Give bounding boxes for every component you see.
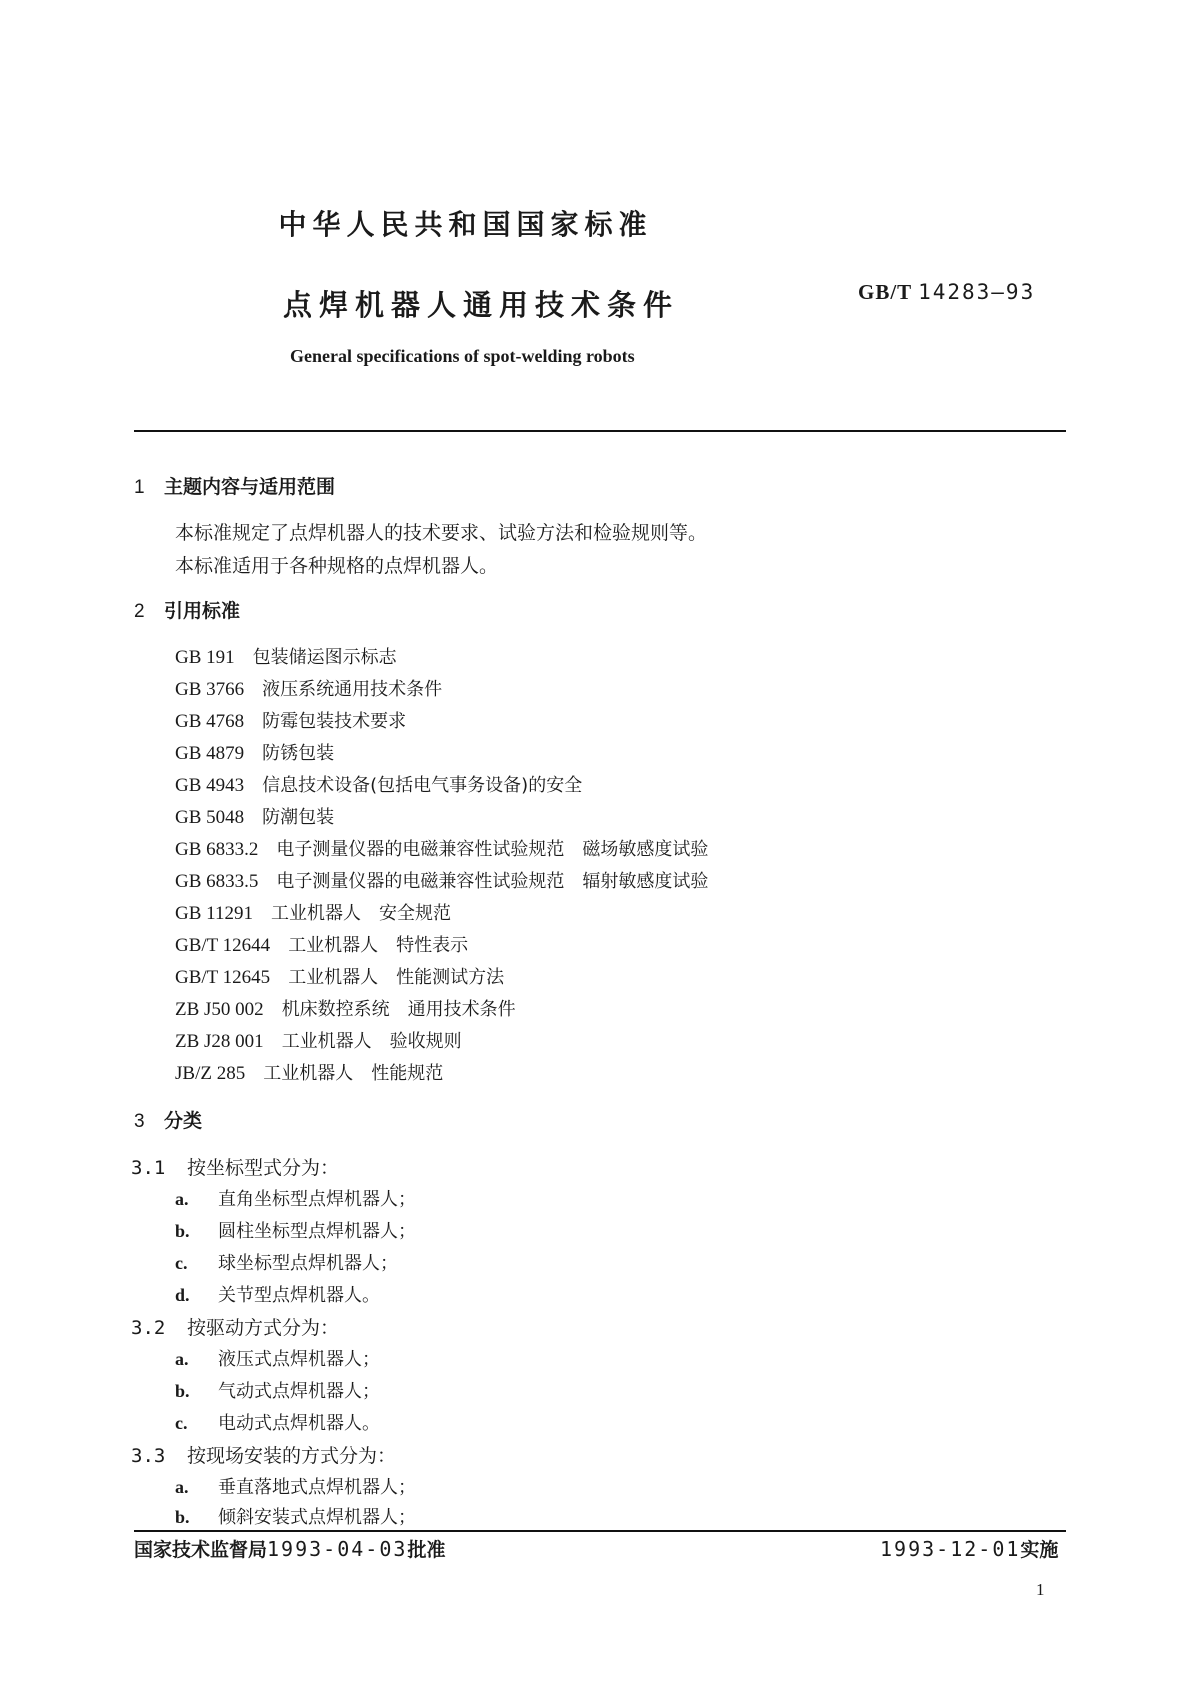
list-item: c. 球坐标型点焊机器人； — [175, 1253, 398, 1274]
list-item: a. 垂直落地式点焊机器人； — [175, 1477, 416, 1498]
list-item: b. 圆柱坐标型点焊机器人； — [175, 1221, 416, 1242]
reference-item: GB 4943 信息技术设备(包括电气事务设备)的安全 — [175, 775, 583, 796]
section-3-heading: 3 分类 — [134, 1110, 203, 1132]
reference-item: GB/T 12645 工业机器人 性能测试方法 — [175, 967, 505, 988]
list-item: b. 倾斜安装式点焊机器人； — [175, 1507, 416, 1528]
list-item: d. 关节型点焊机器人。 — [175, 1285, 380, 1306]
reference-item: GB 4879 防锈包装 — [175, 743, 335, 764]
page-number: 1 — [1036, 1580, 1045, 1599]
reference-item: GB 191 包装储运图示标志 — [175, 647, 397, 668]
list-item: c. 电动式点焊机器人。 — [175, 1413, 380, 1434]
list-item: a. 液压式点焊机器人； — [175, 1349, 380, 1370]
approval-statement: 国家技术监督局1993-04-03批准 — [134, 1537, 446, 1561]
subsection-3-1: 3.1 按坐标型式分为： — [131, 1157, 340, 1179]
effective-date-statement: 1993-12-01实施 — [880, 1537, 1059, 1561]
reference-item: GB 4768 防霉包装技术要求 — [175, 711, 407, 732]
reference-item: GB/T 12644 工业机器人 特性表示 — [175, 935, 469, 956]
list-item: a. 直角坐标型点焊机器人； — [175, 1189, 416, 1210]
english-title: General specifications of spot-welding robots — [290, 346, 635, 366]
reference-item: ZB J50 002 机床数控系统 通用技术条件 — [175, 999, 516, 1020]
section-1-paragraph: 本标准规定了点焊机器人的技术要求、试验方法和检验规则等。 — [175, 522, 708, 544]
list-item: b. 气动式点焊机器人； — [175, 1381, 380, 1402]
reference-item: GB 11291 工业机器人 安全规范 — [175, 903, 451, 924]
subsection-3-2: 3.2 按驱动方式分为： — [131, 1317, 340, 1339]
reference-item: GB 3766 液压系统通用技术条件 — [175, 679, 443, 700]
footer-rule — [134, 1530, 1066, 1532]
header-rule — [134, 430, 1066, 432]
standard-number: GB/T 14283—93 — [858, 280, 1036, 304]
reference-item: JB/Z 285 工业机器人 性能规范 — [175, 1063, 444, 1084]
section-1-heading: 1 主题内容与适用范围 — [134, 476, 336, 498]
national-standard-heading: 中华人民共和国国家标准 — [278, 208, 653, 241]
reference-item: GB 6833.5 电子测量仪器的电磁兼容性试验规范 辐射敏感度试验 — [175, 871, 709, 892]
document-title: 点焊机器人通用技术条件 — [283, 288, 680, 322]
reference-item: GB 6833.2 电子测量仪器的电磁兼容性试验规范 磁场敏感度试验 — [175, 839, 709, 860]
subsection-3-3: 3.3 按现场安装的方式分为： — [131, 1445, 397, 1467]
reference-item: GB 5048 防潮包装 — [175, 807, 335, 828]
section-2-heading: 2 引用标准 — [134, 600, 241, 622]
section-1-paragraph: 本标准适用于各种规格的点焊机器人。 — [175, 555, 499, 577]
reference-item: ZB J28 001 工业机器人 验收规则 — [175, 1031, 462, 1052]
